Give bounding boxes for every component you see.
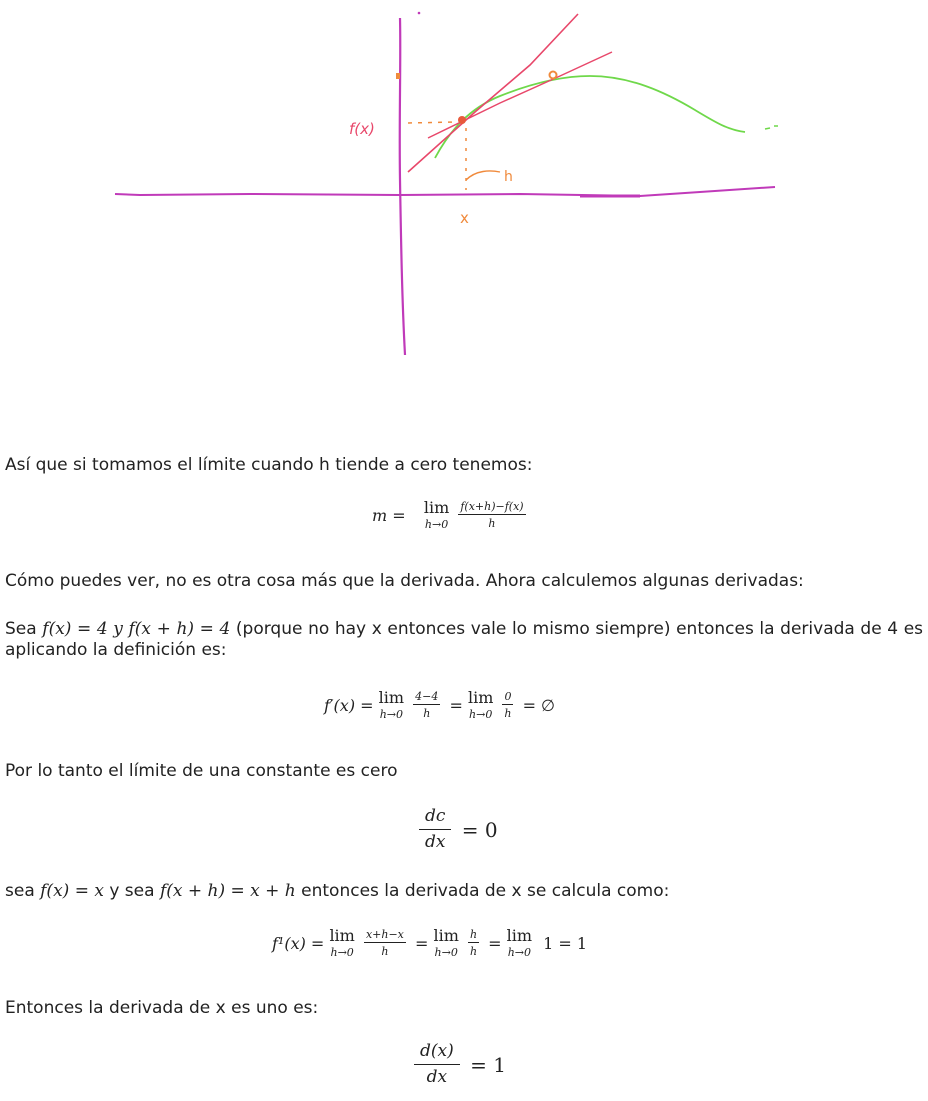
equation-x-derivative: f¹(x) = lim h→0 $\frac{x+h-x}{h}$ = lim h→0 $\frac{h}{h}$ = lim h→0 1 = 1 bbox=[272, 926, 588, 959]
paragraph-limit-intro: Así que si tomamos el límite cuando h tiende a cero tenemos: bbox=[5, 455, 533, 475]
equation-dc-dx: $\frac{dc}{dx}$ = 0 bbox=[415, 808, 498, 851]
x-axis bbox=[115, 187, 775, 196]
label-h: h bbox=[504, 169, 513, 185]
point-x bbox=[458, 116, 466, 124]
paragraph-x-derivative-one: Entonces la derivada de x es uno es: bbox=[5, 998, 319, 1018]
label-fx: f(x) bbox=[349, 120, 375, 138]
paragraph-x-example: sea f(x) = x y sea f(x + h) = x + h entonces la derivada de x se calcula como: bbox=[5, 881, 670, 901]
paragraph-constant-example: Sea f(x) = 4 y f(x + h) = 4 (porque no hay x entonces vale lo mismo siempre) entonces la derivada de 4 es aplicando la definición es: bbox=[5, 619, 924, 660]
y-axis bbox=[400, 18, 405, 355]
guide-horizontal bbox=[408, 122, 455, 123]
tangent-line bbox=[408, 14, 578, 172]
paragraph-derivative: Cómo puedes ver, no es otra cosa más que la derivada. Ahora calculemos algunas derivadas: bbox=[5, 571, 804, 591]
point-x-plus-h bbox=[550, 72, 557, 79]
label-x: x bbox=[460, 209, 469, 227]
equation-dx-dx: $\frac{d(x)}{dx}$ = 1 bbox=[410, 1043, 506, 1086]
paragraph-constant-zero: Por lo tanto el límite de una constante es cero bbox=[5, 761, 398, 781]
function-curve bbox=[435, 76, 745, 158]
derivative-sketch bbox=[0, 0, 928, 400]
secant-line bbox=[428, 52, 612, 138]
equation-slope-limit: m = lim h→0 $\frac{f(x+h)-f(x)}{h}$ bbox=[372, 498, 524, 531]
equation-constant-derivative: f′(x) = lim h→0 $\frac{4-4}{h}$ = lim h→0 $\frac{0}{h}$ = ∅ bbox=[324, 688, 555, 721]
